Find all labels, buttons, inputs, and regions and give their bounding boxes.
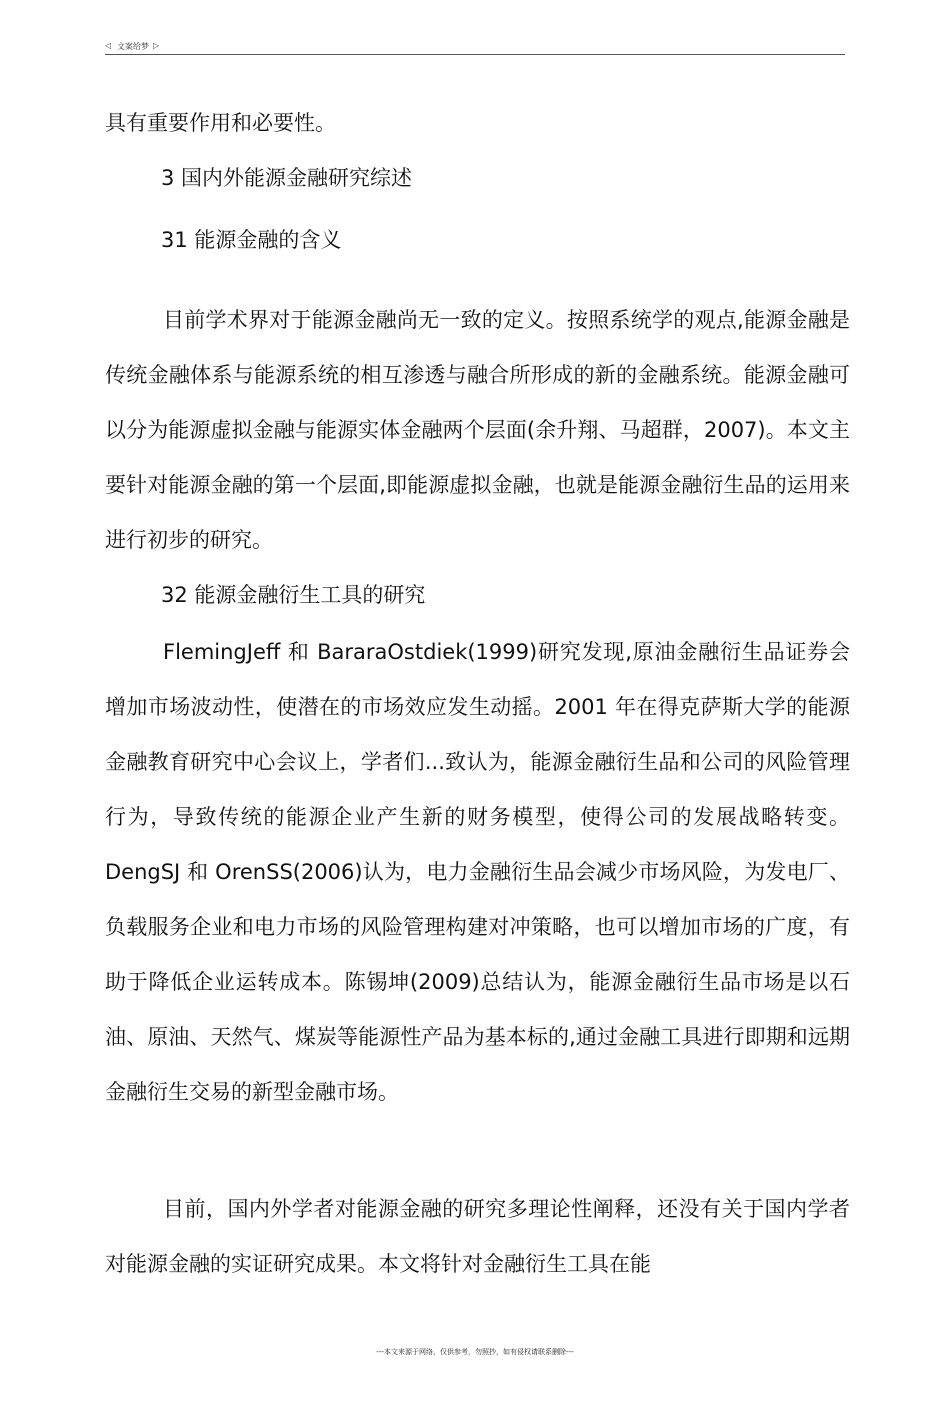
- page-footer: ---本文来源于网络，仅供参考，勿照抄，如有侵权请联系删除---: [376, 1348, 574, 1356]
- section-heading-3: 3 国内外能源金融研究综述: [161, 166, 413, 190]
- paragraph-definition: 目前学术界对于能源金融尚无一致的定义。按照系统学的观点,能源金融是传统金融体系与能源系统的相互渗透与融合所形成的新的金融系统。能源金融可以分为能源虚拟金融与能源实体金融两个层面(余升翔、马超群，2007)。本文主要针对能源金融的第一个层面,即能源虚拟金融，也就是能源金融衍生品的运用来进行初步的研究。: [105, 308, 850, 552]
- header-title: 文案给梦: [117, 42, 149, 51]
- right-triangle-icon: ▷: [153, 41, 160, 50]
- page-header: [105, 40, 845, 55]
- left-triangle-icon: ◁: [105, 41, 112, 50]
- paragraph-derivatives-research: FlemingJeff 和 BararaOstdiek(1999)研究发现,原油金融衍生品证券会增加市场波动性，使潜在的市场效应发生动摇。2001 年在得克萨斯大学的能源金融教育研究中心会议上，学者们...致认为，能源金融衍生品和公司的风险管理行为，导致传统的能源企业产生新的财务模型，使得公司的发展战略转变。DengSJ 和 OrenSS(2006)认为，电力金融衍生品会减少市场风险，为发电厂、负载服务企业和电力市场的风险管理构建对冲策略，也可以增加市场的广度，有助于降低企业运转成本。陈锡坤(2009)总结认为，能源金融衍生品市场是以石油、原油、天然气、煤炭等能源性产品为基本标的,通过金融工具进行即期和远期金融衍生交易的新型金融市场。: [105, 640, 850, 1104]
- paragraph-intro: 具有重要作用和必要性。: [105, 111, 336, 135]
- paragraph-current-research: 目前，国内外学者对能源金融的研究多理论性阐释，还没有关于国内学者对能源金融的实证研究成果。本文将针对金融衍生工具在能: [105, 1197, 850, 1276]
- subsection-heading-3-2: 32 能源金融衍生工具的研究: [161, 583, 426, 607]
- subsection-heading-3-1: 31 能源金融的含义: [161, 228, 342, 252]
